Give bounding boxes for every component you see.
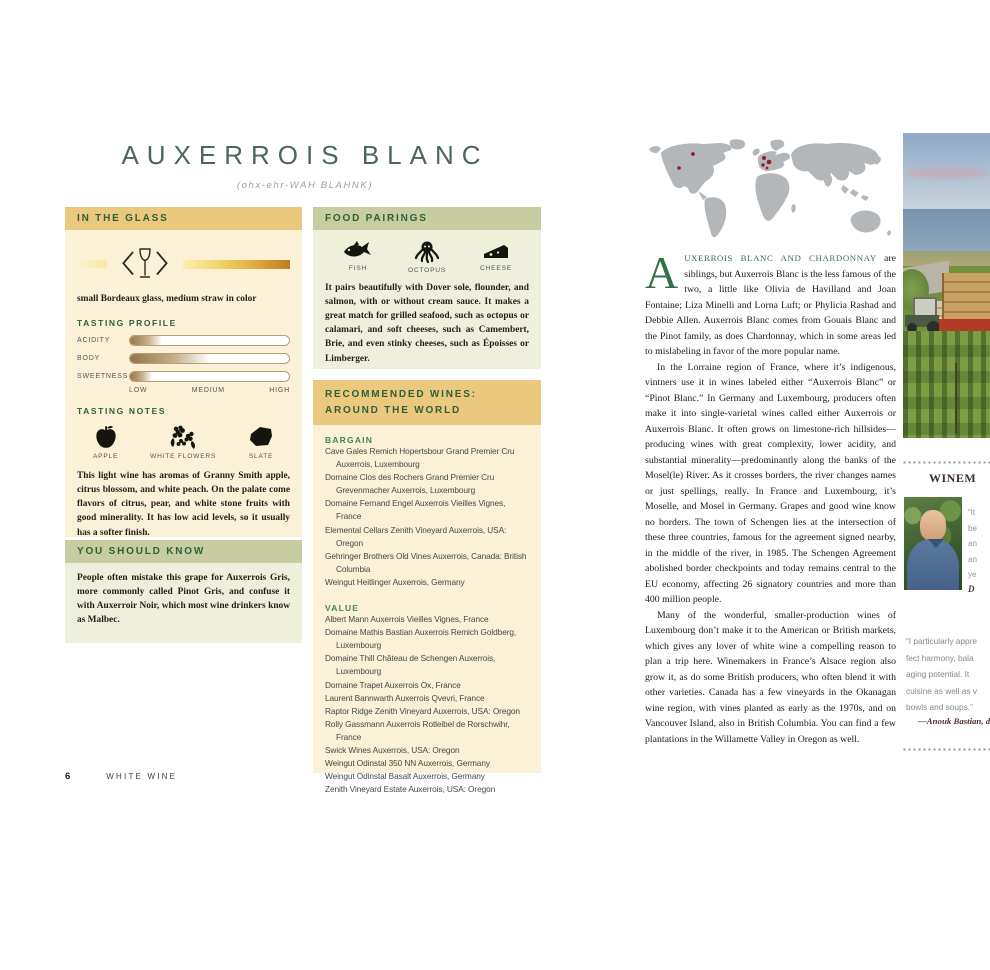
wine-list-item: Domaine Fernand Engel Auxerrois Vieilles Vignes, France: [325, 498, 506, 522]
wine-list-item: Domaine Trapet Auxerrois Ox, France: [325, 679, 461, 690]
pronunciation: (ohx-ehr-WAH BLAHNK): [236, 180, 374, 191]
article-paragraph-3: Many of the wonderful, smaller-production wines of Luxembourg don’t make it to the American or British markets, which gives any lover of white wine a compelling reason to plan a trip here. Winemakers in France’s Alsace region also grow it, as do some British producers, who often blend it with other varieties. Canada has a few vineyards in the Okanagan wine region, with vines planted as early as the 1970s, and on Vancouver Island, also in British Columbia. You can find a few plantations in the Willamette Valley in Oregon as well.: [645, 609, 896, 745]
lead-in: UXERROIS BLANC AND CHARDONNAY: [684, 253, 877, 263]
food-pairings-body: It pairs beautifully with Dover sole, flounder, and salmon, with or without cream sauce. It makes a great match for grilled seafood, such as octopus or calamari, and soft cheeses, such as Camembert, Brie, and even stinky cheeses, such as Époisses or Limberger.: [325, 283, 529, 364]
dotted-divider-bottom: [903, 748, 990, 751]
article-paragraph-2: In the Lorraine region of France, where it’s indigenous, vintners use it in wines labeled either “Auxerrois Blanc” or “Pinot Blanc.” In Germany and Luxembourg, producers often make it into single-varietal wines called either Auxerrois or Auxerrois Blanc. It often grows on limestone-rich hillsides—producing wines with great complexity, lower acidity, and substantial minerality—predominantly along the banks of the Mosel(le) River. As it crosses borders, the river changes names or just spellings, really. In France and Luxembourg, it’s Moselle, and Mosel in Germany. Grapes and good wine know no borders. The town of Schengen lies at the intersection of these three countries, famous for the agreement signed nearby, in the middle of the river, in 1985. The Schengen Agreement abolished border checkpoints and today remains central to the EU economy, affecting 26 signatory countries and more than 400 million people.: [645, 361, 896, 605]
food-pairings-icons: [325, 240, 529, 274]
recommended-header-line1: RECOMMENDED WINES:: [325, 389, 477, 400]
left-bracket: 〈: [110, 250, 134, 278]
page-number: 6: [65, 771, 71, 782]
vineyard-photo: [903, 133, 990, 438]
fish-icon: [342, 240, 374, 262]
note-apple: APPLE: [93, 424, 118, 460]
winemaker-quote: “I particularly appre fect harmony, bala aging potential. It cuisine as well as v bowls and soups.”: [906, 636, 978, 712]
winemaker-name-fragment: D: [968, 584, 975, 594]
winemaker-photo: [904, 497, 962, 590]
page-title: AUXERROIS BLANC: [121, 140, 489, 170]
page-footer: [65, 771, 177, 782]
slate-icon: [248, 424, 274, 450]
in-the-glass-box: [65, 207, 302, 538]
right-bracket: 〉: [156, 250, 180, 278]
article-paragraph-1: AUXERROIS BLANC AND CHARDONNAY are siblings, but Auxerrois Blanc is the less famous of the two, a little like Olivia de Havilland and Joan Fontaine; Liza Minelli and Lorna Luft; or Phylicia Rashad and Debbie Allen. Auxerrois Blanc comes from Gouais Blanc and the Pinot family, as does Chardonnay, which in some areas led to mislabeling in favor of the more popular name.: [645, 247, 896, 357]
wine-list-item: Gehringer Brothers Old Vines Auxerrois, Canada: British Columbia: [325, 550, 527, 574]
wine-list-item: Weingut Odinstal 350 NN Auxerrois, Germany: [325, 758, 490, 769]
profile-bar-row: [77, 335, 290, 346]
bargain-label: BARGAIN: [325, 435, 374, 445]
recommended-wines-box: [313, 380, 541, 795]
pairing-octopus: OCTOPUS: [408, 240, 446, 274]
wine-list-item: Zenith Vineyard Estate Auxerrois, USA: Oregon: [325, 784, 496, 795]
drop-cap: A: [645, 247, 679, 298]
profile-bar-row: [77, 353, 290, 364]
scale-high: HIGH: [269, 387, 290, 395]
wine-list-item: Raptor Ridge Zenith Vineyard Auxerrois, USA: Oregon: [325, 705, 520, 716]
note-slate: SLATE: [248, 424, 274, 460]
wine-list-item: Domaine Mathis Bastian Auxerrois Remich Goldberg, Luxembourg: [325, 627, 517, 651]
recommended-wines-header: [313, 380, 541, 425]
world-map: [645, 136, 895, 248]
wine-glass-icon: [137, 248, 153, 280]
tasting-profile-header: TASTING PROFILE: [77, 318, 177, 329]
in-the-glass-header: IN THE GLASS: [65, 207, 302, 230]
tasting-notes-header: TASTING NOTES: [77, 406, 167, 417]
wine-list-item: Elemental Cellars Zenith Vineyard Auxerrois, USA: Oregon: [325, 524, 507, 548]
sweetness-bar: [129, 371, 290, 382]
you-should-know-box: [65, 540, 302, 633]
quote-attribution: —Anouk Bastian, d: [918, 716, 990, 726]
wine-color-gradient-bar: [183, 260, 290, 269]
glass-caption: small Bordeaux glass, medium straw in color: [77, 294, 257, 304]
scale-low: LOW: [129, 387, 148, 395]
wine-list-item: Swick Wines Auxerrois, USA: Oregon: [325, 744, 460, 755]
wine-list-item: Laurent Bannwarth Auxerrois Qvevri, France: [325, 692, 485, 703]
wine-list-item: Weingut Odinstal Basalt Auxerrois, Germany: [325, 771, 485, 782]
you-should-know-body: People often mistake this grape for Auxerrois Gris, more commonly called Pinot Gris, and confuse it with Auxerroir Noir, which most wine drinkers know as Malbec.: [77, 573, 290, 626]
food-pairings-header: FOOD PAIRINGS: [313, 207, 541, 230]
winemaker-quote-fragments: “It be an an ye: [968, 508, 977, 579]
scale-medium: MEDIUM: [191, 387, 225, 395]
wine-list-item: Weingut Heitlinger Auxerrois, Germany: [325, 576, 465, 587]
tasting-notes-row: [77, 424, 290, 460]
cheese-icon: [482, 240, 510, 262]
color-bar-left: [77, 260, 107, 268]
note-white-flowers: WHITE FLOWERS: [150, 424, 216, 460]
profile-bar-row: [77, 371, 290, 382]
article-text: [645, 247, 896, 747]
wine-list-item: Domaine Thill Château de Schengen Auxerrois, Luxembourg: [325, 653, 496, 677]
bar-label: SWEETNESS: [77, 373, 129, 381]
profile-scale: [129, 387, 290, 394]
pairing-cheese: CHEESE: [480, 240, 512, 274]
wine-list-item: Albert Mann Auxerrois Vieilles Vignes, France: [325, 614, 489, 625]
winemaker-section-header: WINEM: [929, 471, 977, 485]
wine-list-item: Rolly Gassmann Auxerrois Rotleibel de Rorschwihr, France: [325, 718, 510, 742]
octopus-icon: [414, 240, 440, 264]
body-bar: [129, 353, 290, 364]
wine-list-item: Cave Gales Remich Hopertsbour Grand Premier Cru Auxerrois, Luxembourg: [325, 446, 515, 470]
bar-label: BODY: [77, 355, 101, 363]
recommended-header-line2: AROUND THE WORLD: [325, 404, 462, 416]
food-pairings-box: [313, 207, 541, 364]
dotted-divider-top: [903, 461, 990, 464]
glass-color-row: [77, 242, 290, 286]
section-name: WHITE WINE: [106, 772, 178, 781]
pairing-fish: FISH: [342, 240, 374, 274]
you-should-know-header: YOU SHOULD KNOW: [65, 540, 302, 563]
acidity-bar: [129, 335, 290, 346]
tasting-description: This light wine has aromas of Granny Smith apple, citrus blossom, and white peach. On the palate come flavors of citrus, pear, and white stone fruits with good minerality. It has low acid levels, so it usually has a softer finish.: [77, 471, 290, 538]
bar-label: ACIDITY: [77, 337, 111, 345]
wine-list-item: Domaine Clos des Rochers Grand Premier Cru Grevenmacher Auxerrois, Luxembourg: [325, 472, 495, 496]
flowers-icon: [168, 424, 198, 450]
value-label: VALUE: [325, 603, 360, 614]
apple-icon: [94, 424, 118, 450]
